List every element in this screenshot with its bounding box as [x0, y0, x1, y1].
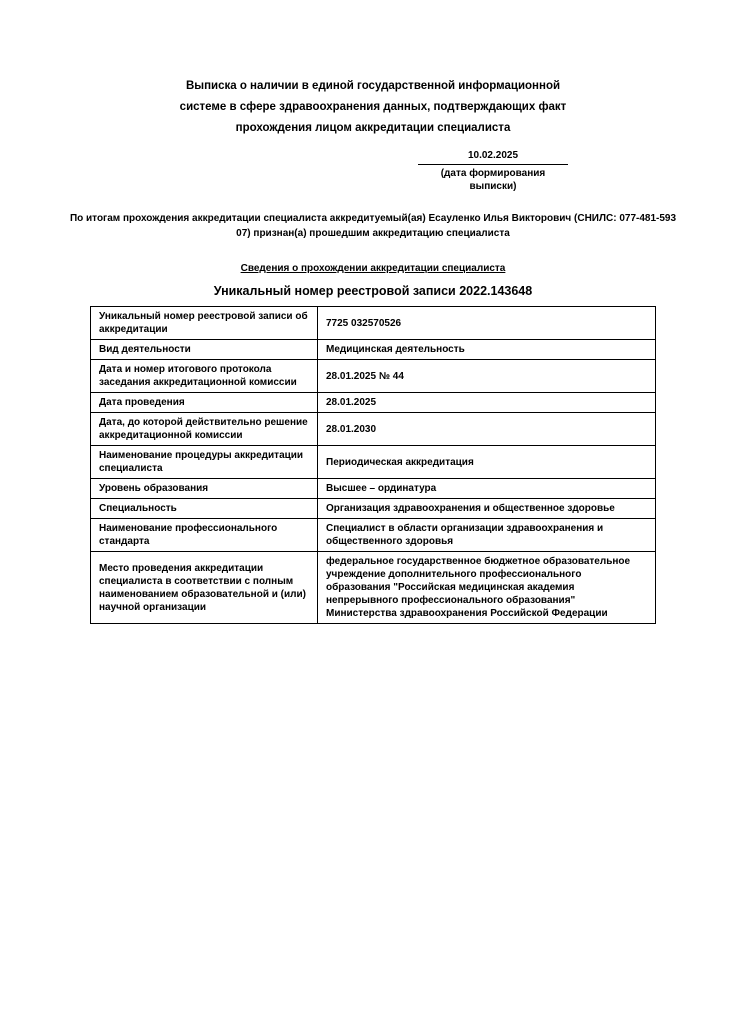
- row-label: Дата и номер итогового протокола заседания аккредитационной комиссии: [91, 360, 318, 393]
- title-line: системе в сфере здравоохранения данных, подтверждающих факт: [179, 101, 567, 113]
- row-value: Высшее – ординатура: [318, 479, 656, 499]
- accreditation-table: [90, 306, 656, 624]
- row-value: Периодическая аккредитация: [318, 446, 656, 479]
- row-label: Дата проведения: [91, 393, 318, 413]
- intro-paragraph: По итогам прохождения аккредитации специалиста аккредитуемый(ая) Есауленко Илья Викторович (СНИЛС: 077-481-593 07) признан(а) прошедшим аккредитацию специалиста: [69, 213, 677, 239]
- table-row: [91, 413, 656, 446]
- table-row: [91, 552, 656, 624]
- issue-date-caption: (дата формирования выписки): [440, 168, 546, 192]
- title-line: прохождения лицом аккредитации специалиста: [235, 122, 511, 134]
- row-value: 7725 032570526: [318, 307, 656, 340]
- row-label: Наименование профессионального стандарта: [91, 519, 318, 552]
- table-row: [91, 479, 656, 499]
- section-heading: Сведения о прохождении аккредитации специалиста: [240, 263, 506, 274]
- table-row: [91, 446, 656, 479]
- row-label: Место проведения аккредитации специалиста в соответствии с полным наименованием образовательной и (или) научной организации: [91, 552, 318, 624]
- table-row: [91, 340, 656, 360]
- title-line: Выписка о наличии в единой государственной информационной: [185, 80, 561, 92]
- row-label: Специальность: [91, 499, 318, 519]
- issue-date-block: [418, 149, 568, 193]
- table-row: [91, 393, 656, 413]
- document-title: [0, 0, 746, 139]
- row-label: Уровень образования: [91, 479, 318, 499]
- row-value: федеральное государственное бюджетное образовательное учреждение дополнительного профессионального образования "Российская медицинская академия непрерывного профессионального образования" Министерства здравоохранения Российской Федерации: [318, 552, 656, 624]
- row-label: Дата, до которой действительно решение аккредитационной комиссии: [91, 413, 318, 446]
- row-label: Наименование процедуры аккредитации специалиста: [91, 446, 318, 479]
- table-row: [91, 307, 656, 340]
- row-value: Медицинская деятельность: [318, 340, 656, 360]
- table-row: [91, 360, 656, 393]
- issue-date-value: 10.02.2025: [418, 149, 568, 165]
- record-number-heading: Уникальный номер реестровой записи 2022.143648: [213, 284, 533, 298]
- row-label: Уникальный номер реестровой записи об аккредитации: [91, 307, 318, 340]
- row-value: Специалист в области организации здравоохранения и общественного здоровья: [318, 519, 656, 552]
- row-label: Вид деятельности: [91, 340, 318, 360]
- row-value: Организация здравоохранения и общественное здоровье: [318, 499, 656, 519]
- row-value: 28.01.2025: [318, 393, 656, 413]
- table-row: [91, 499, 656, 519]
- row-value: 28.01.2030: [318, 413, 656, 446]
- table-row: [91, 519, 656, 552]
- row-value: 28.01.2025 № 44: [318, 360, 656, 393]
